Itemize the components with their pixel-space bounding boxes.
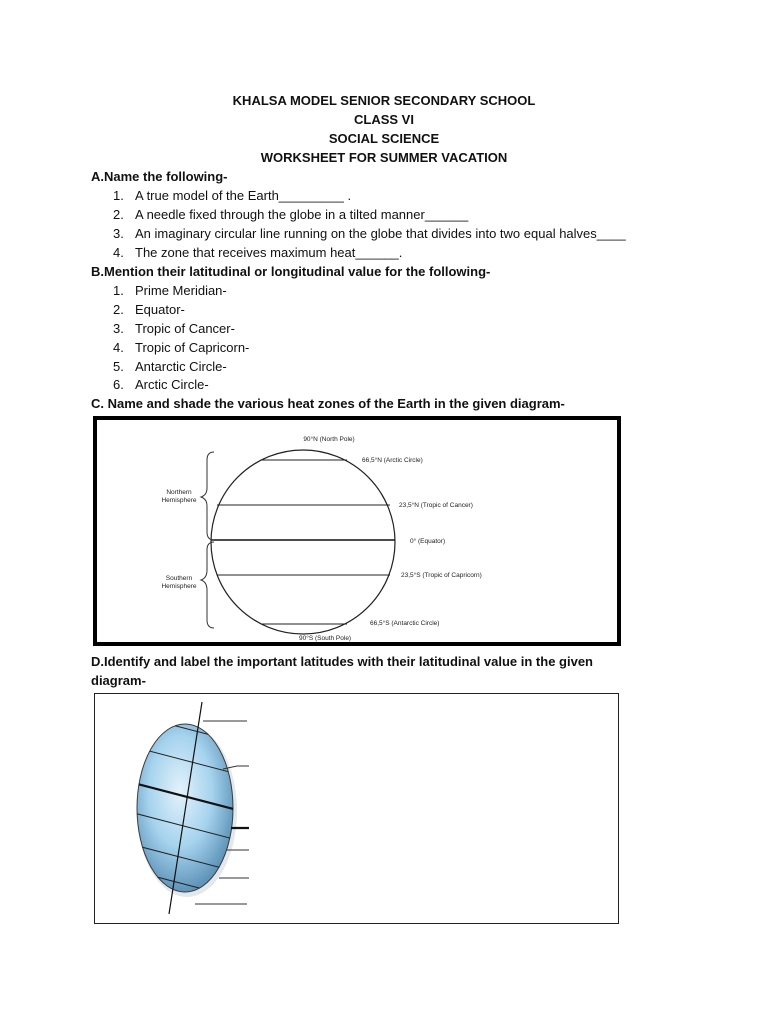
south-pole-label: 90°S (South Pole) — [299, 635, 352, 642]
heat-zones-diagram — [93, 416, 621, 646]
section-c-title: C. Name and shade the various heat zones of the Earth in the given diagram- — [91, 396, 565, 411]
list-item — [113, 207, 468, 222]
list-item — [113, 188, 351, 203]
antarctic-circle-label: 66,5°S (Antarctic Circle) — [370, 620, 440, 627]
arctic-circle-label: 66,5°N (Arctic Circle) — [362, 457, 423, 464]
list-item — [113, 321, 235, 336]
item-text: Equator- — [135, 302, 185, 317]
section-b-title: B.Mention their latitudinal or longitudinal value for the following- — [91, 264, 491, 279]
section-d-title-line2: diagram- — [91, 673, 146, 688]
list-item — [113, 283, 227, 298]
item-number: 3. — [113, 226, 124, 241]
list-item — [113, 245, 402, 260]
list-item — [113, 377, 209, 392]
item-text: Antarctic Circle- — [135, 359, 227, 374]
school-name: KHALSA MODEL SENIOR SECONDARY SCHOOL — [232, 93, 536, 108]
item-number: 2. — [113, 207, 124, 222]
subject-title: SOCIAL SCIENCE — [328, 131, 440, 146]
item-number: 5. — [113, 359, 124, 374]
item-number: 1. — [113, 283, 124, 298]
item-text: A needle fixed through the globe in a tilted manner______ — [135, 207, 469, 222]
northern-hemisphere-label-2: Hemisphere — [161, 497, 197, 504]
item-text: Prime Meridian- — [135, 283, 227, 298]
item-text: Tropic of Cancer- — [135, 321, 235, 336]
tilted-globe-svg — [95, 694, 618, 923]
item-number: 4. — [113, 340, 124, 355]
latitudes-globe-diagram — [94, 693, 619, 924]
tropic-of-cancer-label: 23,5°N (Tropic of Cancer) — [399, 502, 473, 509]
southern-hemisphere-label-2: Hemisphere — [161, 583, 197, 590]
list-item — [113, 302, 185, 317]
equator-label: 0° (Equator) — [410, 538, 446, 545]
northern-hemisphere-label-1: Northern — [166, 489, 192, 496]
class-title: CLASS VI — [354, 112, 414, 127]
item-text: An imaginary circular line running on the globe that divides into two equal halves____ — [135, 226, 626, 241]
southern-hemisphere-label-1: Southern — [165, 575, 193, 582]
item-text: Arctic Circle- — [135, 377, 209, 392]
section-a-title: A.Name the following- — [91, 169, 228, 184]
north-pole-label: 90°N (North Pole) — [303, 436, 355, 443]
list-item — [113, 340, 249, 355]
list-item — [113, 359, 227, 374]
tropic-of-capricorn-label: 23,5°S (Tropic of Capricorn) — [401, 572, 482, 579]
globe-latitudes-svg — [97, 420, 617, 642]
item-text: Tropic of Capricorn- — [135, 340, 250, 355]
item-text: A true model of the Earth_________ . — [135, 188, 352, 203]
section-d-title-line1: D.Identify and label the important latitudes with their latitudinal value in the given — [91, 654, 593, 669]
item-number: 4. — [113, 245, 124, 260]
item-number: 1. — [113, 188, 124, 203]
globe-circle — [211, 450, 395, 634]
worksheet-title: WORKSHEET FOR SUMMER VACATION — [260, 150, 508, 165]
item-number: 2. — [113, 302, 124, 317]
item-number: 6. — [113, 377, 124, 392]
list-item — [113, 226, 626, 241]
item-number: 3. — [113, 321, 124, 336]
item-text: The zone that receives maximum heat______. — [135, 245, 403, 260]
